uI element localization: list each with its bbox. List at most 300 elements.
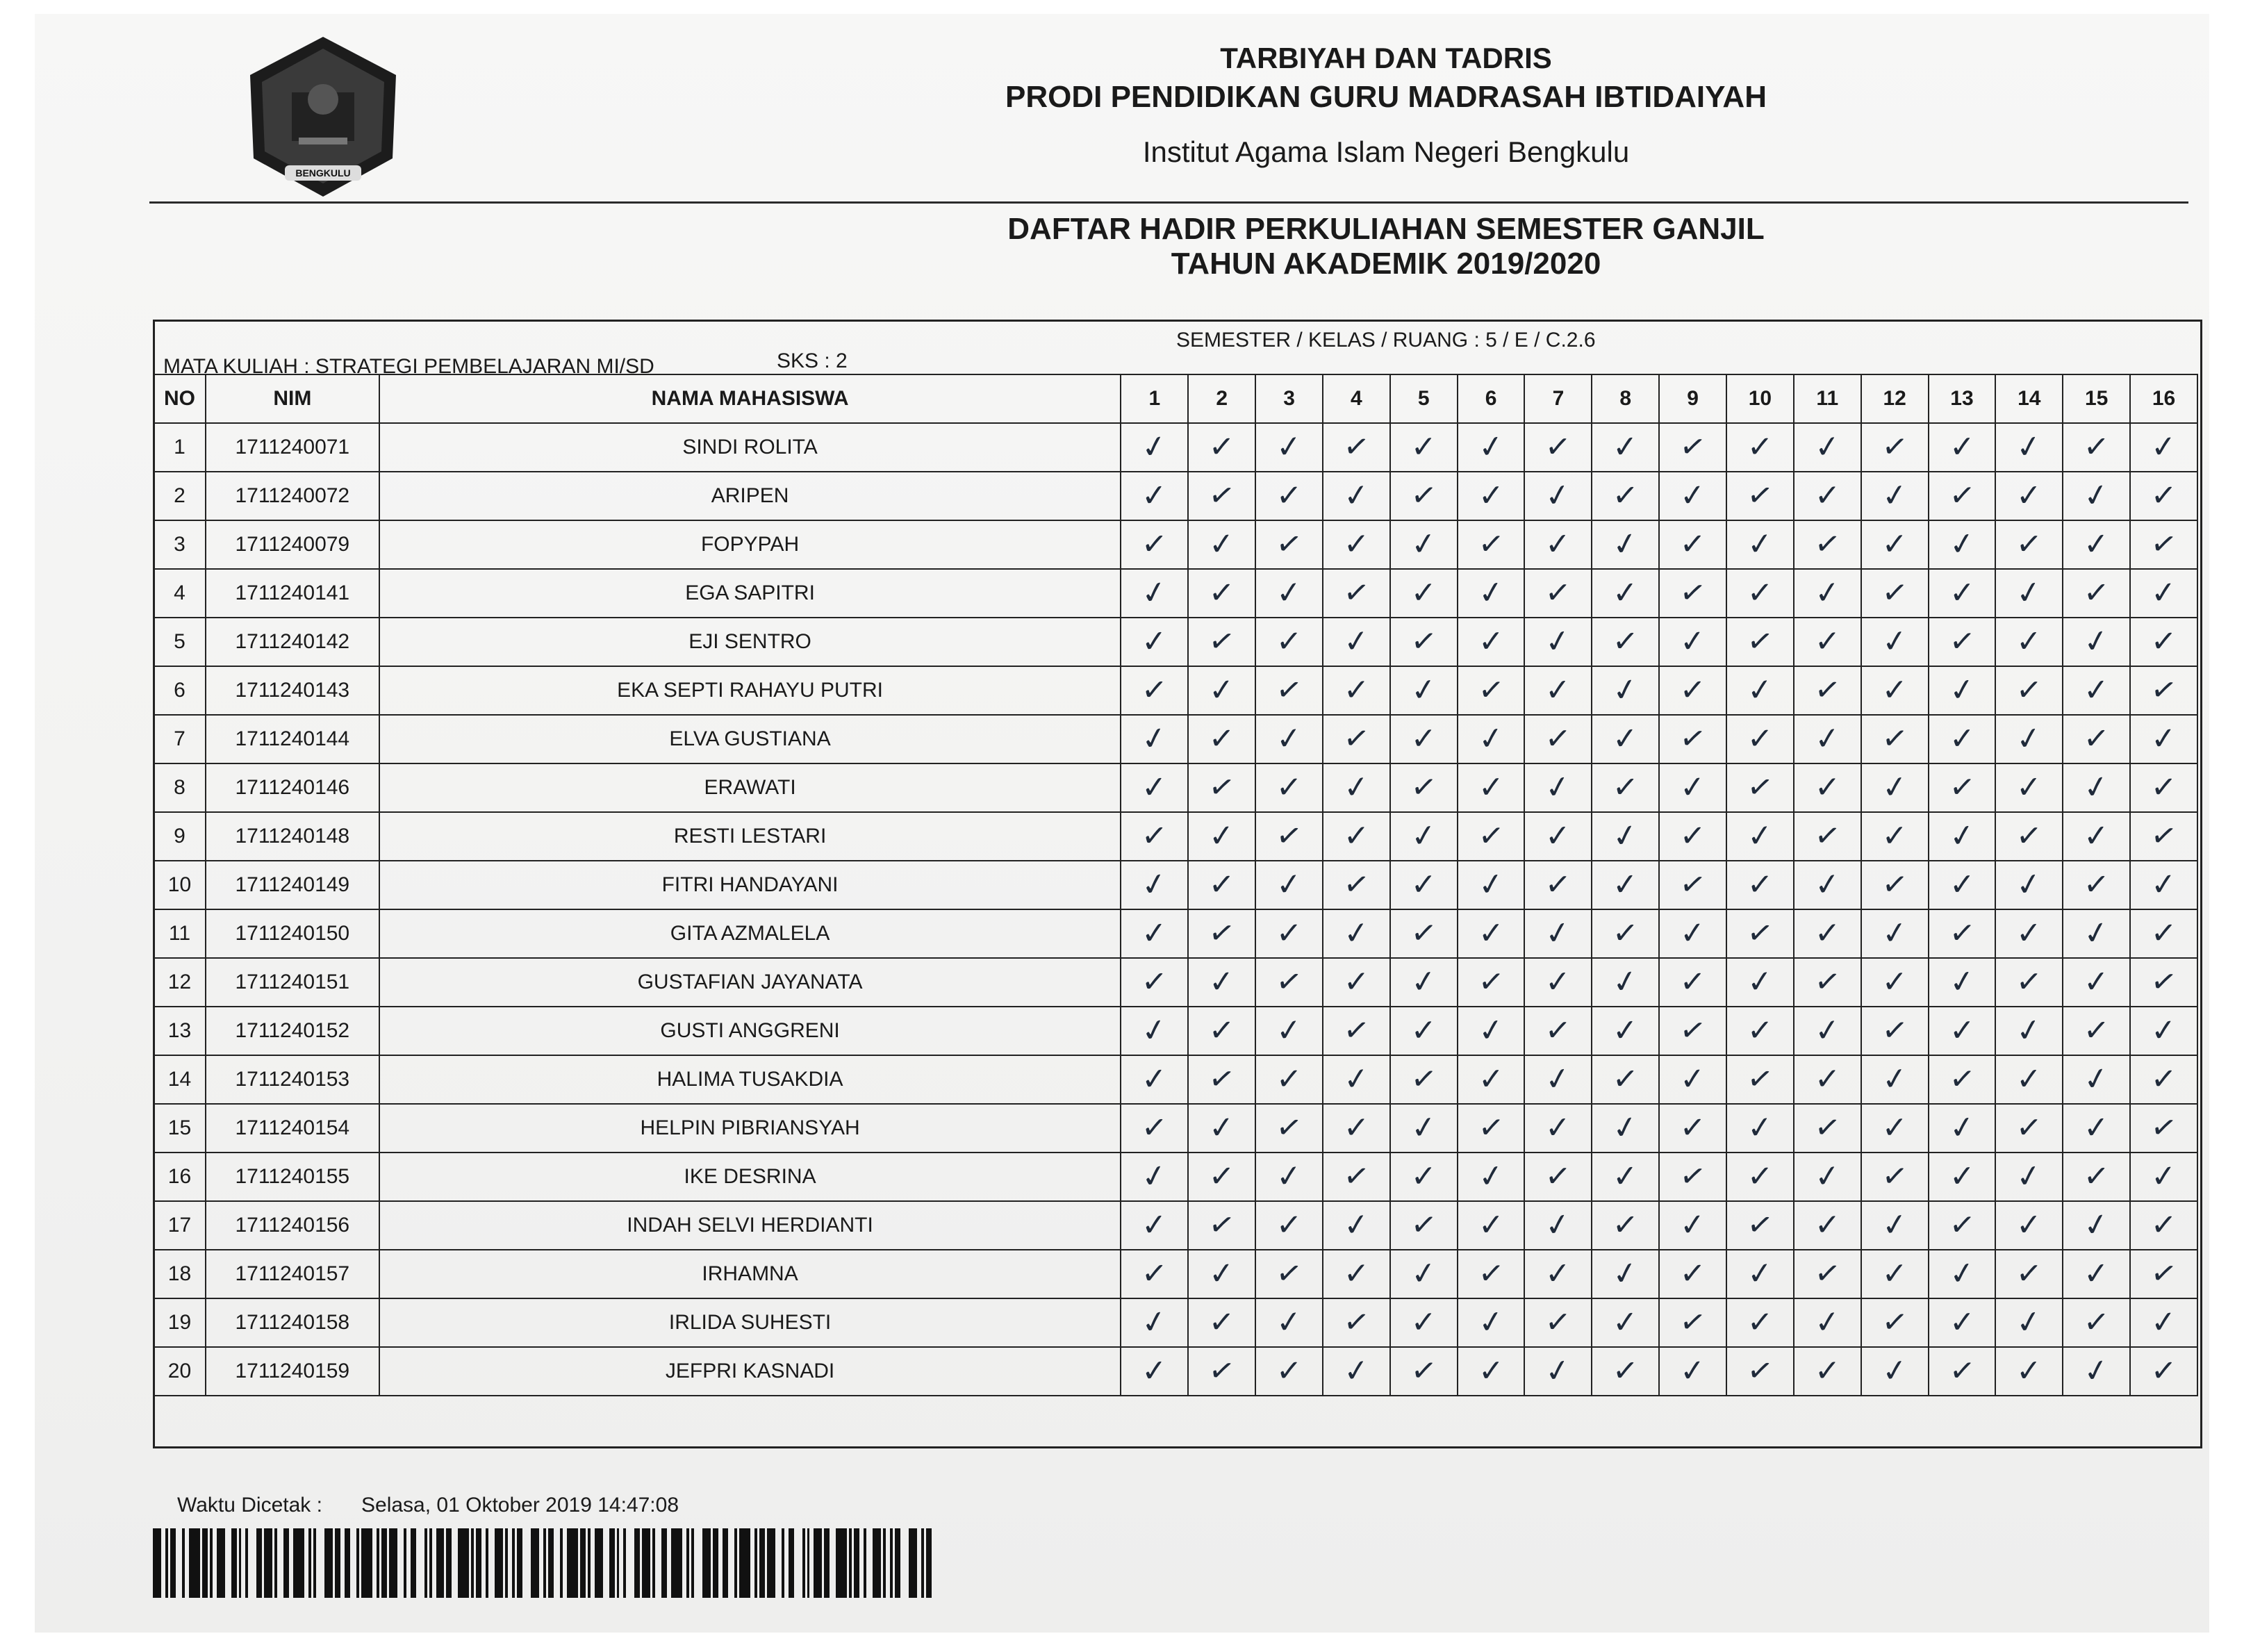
check-mark-icon: ✓ bbox=[2081, 768, 2112, 807]
check-mark-icon: ✓ bbox=[1745, 526, 1774, 563]
check-mark-icon: ✓ bbox=[1542, 768, 1574, 807]
attendance-cell bbox=[1390, 666, 1458, 715]
logo-caption: BENGKULU bbox=[295, 167, 351, 179]
attendance-cell bbox=[1524, 520, 1592, 569]
check-mark-icon: ✓ bbox=[1139, 428, 1171, 466]
check-mark-icon: ✓ bbox=[1341, 1157, 1372, 1196]
check-mark-icon: ✓ bbox=[1140, 672, 1169, 709]
check-mark-icon: ✓ bbox=[2148, 525, 2180, 563]
attendance-cell bbox=[2130, 1104, 2197, 1153]
attendance-cell bbox=[1390, 423, 1458, 472]
check-mark-icon: ✓ bbox=[2150, 1304, 2178, 1341]
check-mark-icon: ✓ bbox=[1139, 1303, 1171, 1341]
check-mark-icon: ✓ bbox=[1408, 817, 1439, 855]
attendance-cell bbox=[1794, 715, 1861, 763]
attendance-cell bbox=[1323, 1250, 1390, 1298]
column-header-meeting: 8 bbox=[1592, 374, 1659, 423]
check-mark-icon: ✓ bbox=[1273, 1109, 1305, 1147]
check-mark-icon: ✓ bbox=[1476, 1303, 1506, 1341]
attendance-cell bbox=[1929, 1153, 1996, 1201]
check-mark-icon: ✓ bbox=[1410, 1014, 1437, 1048]
check-mark-icon: ✓ bbox=[1947, 963, 1977, 1001]
attendance-cell bbox=[1524, 666, 1592, 715]
check-mark-icon: ✓ bbox=[1273, 671, 1305, 709]
check-mark-icon: ✓ bbox=[1140, 818, 1169, 854]
student-name: FOPYPAH bbox=[379, 520, 1121, 569]
check-mark-icon: ✓ bbox=[1611, 477, 1640, 514]
attendance-cell bbox=[1323, 520, 1390, 569]
attendance-cell bbox=[1121, 423, 1188, 472]
row-number: 11 bbox=[154, 909, 206, 958]
attendance-cell bbox=[1592, 1007, 1659, 1055]
check-mark-icon: ✓ bbox=[1208, 721, 1236, 757]
attendance-cell bbox=[1390, 763, 1458, 812]
check-mark-icon: ✓ bbox=[1677, 574, 1709, 612]
check-mark-icon: ✓ bbox=[1141, 1062, 1169, 1097]
attendance-cell bbox=[1794, 958, 1861, 1007]
check-mark-icon: ✓ bbox=[1139, 574, 1171, 612]
check-mark-icon: ✓ bbox=[1544, 866, 1573, 903]
check-mark-icon: ✓ bbox=[1677, 866, 1709, 904]
check-mark-icon: ✓ bbox=[2148, 671, 2180, 709]
attendance-cell bbox=[1861, 569, 1929, 618]
check-mark-icon: ✓ bbox=[2015, 916, 2043, 951]
attendance-cell bbox=[1524, 909, 1592, 958]
attendance-cell bbox=[1726, 1104, 1794, 1153]
attendance-cell bbox=[1458, 666, 1525, 715]
check-mark-icon: ✓ bbox=[1813, 866, 1842, 903]
attendance-cell bbox=[1726, 958, 1794, 1007]
attendance-cell bbox=[1323, 1347, 1390, 1396]
attendance-cell bbox=[1659, 1347, 1726, 1396]
student-name: JEFPRI KASNADI bbox=[379, 1347, 1121, 1396]
check-mark-icon: ✓ bbox=[1408, 914, 1439, 952]
attendance-cell bbox=[2130, 666, 2197, 715]
barcode-bar bbox=[512, 1528, 515, 1598]
attendance-cell bbox=[2063, 423, 2130, 472]
attendance-cell bbox=[1929, 618, 1996, 666]
check-mark-icon: ✓ bbox=[1408, 1206, 1439, 1244]
check-mark-icon: ✓ bbox=[1140, 526, 1169, 563]
check-mark-icon: ✓ bbox=[1949, 1013, 1975, 1048]
check-mark-icon: ✓ bbox=[1947, 1061, 1977, 1098]
attendance-cell bbox=[1323, 1298, 1390, 1347]
check-mark-icon: ✓ bbox=[2082, 672, 2111, 708]
check-mark-icon: ✓ bbox=[1542, 1206, 1574, 1244]
column-header-meeting: 13 bbox=[1929, 374, 1996, 423]
barcode-bar bbox=[274, 1528, 277, 1598]
check-mark-icon: ✓ bbox=[1678, 1061, 1707, 1098]
attendance-cell bbox=[1995, 812, 2063, 861]
check-mark-icon: ✓ bbox=[1141, 1353, 1169, 1389]
check-mark-icon: ✓ bbox=[1947, 1207, 1977, 1244]
attendance-cell bbox=[1188, 618, 1255, 666]
check-mark-icon: ✓ bbox=[1276, 1353, 1303, 1389]
check-mark-icon: ✓ bbox=[1476, 1011, 1506, 1050]
check-mark-icon: ✓ bbox=[2150, 429, 2178, 465]
check-mark-icon: ✓ bbox=[1408, 671, 1439, 709]
attendance-cell bbox=[1323, 1153, 1390, 1201]
attendance-grid bbox=[153, 320, 2202, 1448]
attendance-cell bbox=[1995, 715, 2063, 763]
column-header-meeting: 15 bbox=[2063, 374, 2130, 423]
check-mark-icon: ✓ bbox=[1678, 1207, 1707, 1244]
check-mark-icon: ✓ bbox=[1678, 1110, 1707, 1146]
check-mark-icon: ✓ bbox=[1408, 768, 1439, 807]
attendance-cell bbox=[2063, 1104, 2130, 1153]
attendance-cell bbox=[1255, 1153, 1323, 1201]
barcode-bar bbox=[921, 1528, 924, 1598]
student-name: HELPIN PIBRIANSYAH bbox=[379, 1104, 1121, 1153]
barcode-bar bbox=[283, 1528, 289, 1598]
attendance-cell bbox=[1592, 666, 1659, 715]
student-nim: 1711240150 bbox=[206, 909, 379, 958]
check-mark-icon: ✓ bbox=[1744, 622, 1776, 661]
attendance-cell bbox=[1458, 472, 1525, 520]
attendance-cell bbox=[1458, 1298, 1525, 1347]
check-mark-icon: ✓ bbox=[1744, 1206, 1776, 1244]
attendance-cell bbox=[1659, 423, 1726, 472]
attendance-cell bbox=[1458, 909, 1525, 958]
attendance-cell bbox=[1929, 1007, 1996, 1055]
check-mark-icon: ✓ bbox=[1544, 429, 1573, 465]
check-mark-icon: ✓ bbox=[1745, 672, 1774, 709]
check-mark-icon: ✓ bbox=[1949, 1159, 1975, 1194]
check-mark-icon: ✓ bbox=[2081, 1060, 2112, 1098]
attendance-cell bbox=[1121, 1055, 1188, 1104]
check-mark-icon: ✓ bbox=[1476, 1157, 1506, 1196]
attendance-cell bbox=[1794, 861, 1861, 909]
row-number: 19 bbox=[154, 1298, 206, 1347]
attendance-cell bbox=[1861, 1347, 1929, 1396]
student-nim: 1711240072 bbox=[206, 472, 379, 520]
attendance-cell bbox=[1121, 472, 1188, 520]
attendance-cell bbox=[1323, 569, 1390, 618]
attendance-cell bbox=[1255, 472, 1323, 520]
attendance-cell bbox=[1995, 1055, 2063, 1104]
barcode-bar bbox=[548, 1528, 554, 1598]
barcode-bar bbox=[153, 1528, 161, 1598]
check-mark-icon: ✓ bbox=[1408, 1352, 1439, 1390]
table-row bbox=[154, 1250, 2197, 1298]
check-mark-icon: ✓ bbox=[2148, 817, 2180, 855]
column-header-meeting: 4 bbox=[1323, 374, 1390, 423]
attendance-cell bbox=[1861, 958, 1929, 1007]
check-mark-icon: ✓ bbox=[1814, 916, 1841, 951]
attendance-cell bbox=[1255, 569, 1323, 618]
credit-units: SKS : 2 bbox=[777, 349, 848, 372]
attendance-cell bbox=[1524, 1007, 1592, 1055]
attendance-cell bbox=[1592, 1104, 1659, 1153]
column-header-meeting: 2 bbox=[1188, 374, 1255, 423]
check-mark-icon: ✓ bbox=[1611, 769, 1640, 806]
check-mark-icon: ✓ bbox=[1476, 818, 1506, 854]
check-mark-icon: ✓ bbox=[1678, 623, 1707, 660]
attendance-cell bbox=[1929, 423, 1996, 472]
attendance-cell bbox=[1659, 520, 1726, 569]
table-row bbox=[154, 569, 2197, 618]
check-mark-icon: ✓ bbox=[2013, 1303, 2045, 1341]
attendance-cell bbox=[1726, 569, 1794, 618]
attendance-cell bbox=[1323, 861, 1390, 909]
table-row bbox=[154, 958, 2197, 1007]
check-mark-icon: ✓ bbox=[1342, 623, 1371, 660]
barcode-bar bbox=[189, 1528, 200, 1598]
check-mark-icon: ✓ bbox=[1947, 915, 1977, 952]
row-number: 5 bbox=[154, 618, 206, 666]
check-mark-icon: ✓ bbox=[1744, 768, 1776, 807]
attendance-cell bbox=[1726, 423, 1794, 472]
attendance-cell bbox=[1524, 1250, 1592, 1298]
check-mark-icon: ✓ bbox=[1276, 770, 1303, 805]
attendance-cell bbox=[1121, 1201, 1188, 1250]
check-mark-icon: ✓ bbox=[1274, 1158, 1303, 1195]
attendance-cell bbox=[2130, 1298, 2197, 1347]
barcode-bar bbox=[895, 1528, 900, 1598]
check-mark-icon: ✓ bbox=[1342, 1207, 1371, 1244]
barcode-bar bbox=[476, 1528, 481, 1598]
attendance-cell bbox=[1390, 1250, 1458, 1298]
student-nim: 1711240142 bbox=[206, 618, 379, 666]
student-nim: 1711240152 bbox=[206, 1007, 379, 1055]
attendance-cell bbox=[1458, 1201, 1525, 1250]
attendance-cell bbox=[1390, 715, 1458, 763]
attendance-cell bbox=[2063, 569, 2130, 618]
attendance-cell bbox=[1188, 958, 1255, 1007]
column-header-nim: NIM bbox=[206, 374, 379, 423]
attendance-cell bbox=[1929, 1250, 1996, 1298]
attendance-cell bbox=[1861, 1201, 1929, 1250]
attendance-cell bbox=[1592, 812, 1659, 861]
check-mark-icon: ✓ bbox=[1812, 1255, 1843, 1293]
attendance-cell bbox=[1323, 618, 1390, 666]
table-row bbox=[154, 1055, 2197, 1104]
attendance-cell bbox=[2063, 861, 2130, 909]
check-mark-icon: ✓ bbox=[1879, 1060, 1910, 1098]
check-mark-icon: ✓ bbox=[1879, 1303, 1910, 1341]
check-mark-icon: ✓ bbox=[1747, 575, 1774, 611]
check-mark-icon: ✓ bbox=[1274, 1012, 1303, 1049]
check-mark-icon: ✓ bbox=[2013, 428, 2045, 466]
attendance-cell bbox=[1524, 1298, 1592, 1347]
attendance-cell bbox=[1659, 1007, 1726, 1055]
barcode-bar bbox=[381, 1528, 387, 1598]
attendance-cell bbox=[1188, 812, 1255, 861]
attendance-cell bbox=[1121, 618, 1188, 666]
barcode-bar bbox=[505, 1528, 508, 1598]
attendance-cell bbox=[1524, 1201, 1592, 1250]
check-mark-icon: ✓ bbox=[1879, 720, 1910, 758]
check-mark-icon: ✓ bbox=[1544, 1012, 1573, 1049]
attendance-cell bbox=[1726, 618, 1794, 666]
check-mark-icon: ✓ bbox=[1342, 1061, 1371, 1098]
check-mark-icon: ✓ bbox=[2150, 720, 2178, 757]
row-number: 18 bbox=[154, 1250, 206, 1298]
column-header-meeting: 14 bbox=[1995, 374, 2063, 423]
attendance-cell bbox=[2063, 1347, 2130, 1396]
barcode-bar bbox=[567, 1528, 578, 1598]
attendance-cell bbox=[1929, 1201, 1996, 1250]
attendance-cell bbox=[2063, 1250, 2130, 1298]
attendance-cell bbox=[1861, 715, 1929, 763]
printed-time-label: Waktu Dicetak : bbox=[177, 1494, 322, 1517]
academic-year: TAHUN AKADEMIK 2019/2020 bbox=[1171, 247, 1601, 281]
check-mark-icon: ✓ bbox=[1206, 622, 1238, 661]
barcode-bar bbox=[264, 1528, 272, 1598]
barcode-bar bbox=[458, 1528, 469, 1598]
barcode-bar bbox=[588, 1528, 591, 1598]
check-mark-icon: ✓ bbox=[1343, 1256, 1370, 1291]
attendance-cell bbox=[1592, 423, 1659, 472]
check-mark-icon: ✓ bbox=[1208, 575, 1236, 611]
student-name: RESTI LESTARI bbox=[379, 812, 1121, 861]
check-mark-icon: ✓ bbox=[1612, 1159, 1640, 1194]
attendance-cell bbox=[1390, 1347, 1458, 1396]
attendance-cell bbox=[1255, 763, 1323, 812]
check-mark-icon: ✓ bbox=[2015, 964, 2044, 1000]
check-mark-icon: ✓ bbox=[1478, 478, 1504, 513]
row-number: 13 bbox=[154, 1007, 206, 1055]
check-mark-icon: ✓ bbox=[2150, 1207, 2178, 1243]
attendance-cell bbox=[1323, 715, 1390, 763]
attendance-sheet bbox=[35, 14, 2209, 1633]
student-name: GITA AZMALELA bbox=[379, 909, 1121, 958]
check-mark-icon: ✓ bbox=[1408, 1060, 1439, 1098]
attendance-cell bbox=[1659, 472, 1726, 520]
barcode-bar bbox=[580, 1528, 586, 1598]
attendance-cell bbox=[1458, 812, 1525, 861]
check-mark-icon: ✓ bbox=[2082, 575, 2111, 611]
check-mark-icon: ✓ bbox=[1879, 1157, 1910, 1196]
table-row bbox=[154, 666, 2197, 715]
check-mark-icon: ✓ bbox=[1274, 429, 1303, 465]
check-mark-icon: ✓ bbox=[2148, 963, 2180, 1001]
attendance-cell bbox=[1458, 1153, 1525, 1201]
attendance-cell bbox=[1592, 1347, 1659, 1396]
check-mark-icon: ✓ bbox=[2013, 1011, 2045, 1050]
check-mark-icon: ✓ bbox=[2150, 1353, 2178, 1389]
student-nim: 1711240155 bbox=[206, 1153, 379, 1201]
check-mark-icon: ✓ bbox=[1879, 768, 1910, 807]
check-mark-icon: ✓ bbox=[1273, 817, 1305, 855]
check-mark-icon: ✓ bbox=[1341, 1303, 1372, 1341]
check-mark-icon: ✓ bbox=[1879, 1352, 1910, 1390]
barcode-bar bbox=[734, 1528, 737, 1598]
attendance-cell bbox=[1188, 1298, 1255, 1347]
attendance-cell bbox=[2063, 520, 2130, 569]
check-mark-icon: ✓ bbox=[1542, 477, 1574, 515]
student-nim: 1711240159 bbox=[206, 1347, 379, 1396]
barcode-bar bbox=[217, 1528, 225, 1598]
attendance-cell bbox=[1659, 958, 1726, 1007]
column-header-meeting: 11 bbox=[1794, 374, 1861, 423]
check-mark-icon: ✓ bbox=[1677, 1303, 1709, 1341]
check-mark-icon: ✓ bbox=[1610, 1255, 1642, 1293]
barcode-bar bbox=[814, 1528, 822, 1598]
table-row bbox=[154, 520, 2197, 569]
attendance-cell bbox=[1524, 812, 1592, 861]
table-header bbox=[154, 374, 2197, 423]
check-mark-icon: ✓ bbox=[1208, 1305, 1236, 1340]
attendance-cell bbox=[2063, 1298, 2130, 1347]
attendance-cell bbox=[1390, 1153, 1458, 1201]
check-mark-icon: ✓ bbox=[1879, 1206, 1910, 1244]
check-mark-icon: ✓ bbox=[1678, 477, 1707, 514]
check-mark-icon: ✓ bbox=[1612, 867, 1640, 902]
check-mark-icon: ✓ bbox=[1476, 526, 1506, 563]
attendance-cell bbox=[1323, 958, 1390, 1007]
check-mark-icon: ✓ bbox=[1947, 817, 1977, 855]
check-mark-icon: ✓ bbox=[1544, 672, 1572, 708]
student-name: EGA SAPITRI bbox=[379, 569, 1121, 618]
attendance-cell bbox=[1929, 1298, 1996, 1347]
check-mark-icon: ✓ bbox=[2015, 770, 2043, 805]
attendance-cell bbox=[1659, 569, 1726, 618]
attendance-cell bbox=[1659, 715, 1726, 763]
barcode-bar bbox=[543, 1528, 546, 1598]
barcode-bar bbox=[313, 1528, 316, 1598]
check-mark-icon: ✓ bbox=[1814, 1207, 1841, 1243]
check-mark-icon: ✓ bbox=[1612, 721, 1640, 757]
attendance-cell bbox=[1390, 1055, 1458, 1104]
barcode-bar bbox=[652, 1528, 655, 1598]
check-mark-icon: ✓ bbox=[1744, 477, 1776, 515]
attendance-cell bbox=[2063, 763, 2130, 812]
barcode-bar bbox=[864, 1528, 866, 1598]
attendance-cell bbox=[1726, 1250, 1794, 1298]
check-mark-icon: ✓ bbox=[1677, 720, 1709, 758]
check-mark-icon: ✓ bbox=[1744, 1060, 1776, 1098]
attendance-cell bbox=[1861, 1055, 1929, 1104]
barcode-bar bbox=[239, 1528, 242, 1598]
check-mark-icon: ✓ bbox=[1476, 672, 1506, 709]
barcode-bar bbox=[165, 1528, 168, 1598]
column-header-meeting: 6 bbox=[1458, 374, 1525, 423]
attendance-cell bbox=[1659, 1250, 1726, 1298]
attendance-cell bbox=[1255, 909, 1323, 958]
check-mark-icon: ✓ bbox=[1476, 866, 1506, 904]
attendance-cell bbox=[1861, 763, 1929, 812]
check-mark-icon: ✓ bbox=[2015, 1207, 2043, 1243]
attendance-cell bbox=[1188, 1153, 1255, 1201]
check-mark-icon: ✓ bbox=[1341, 866, 1372, 904]
student-name: IRLIDA SUHESTI bbox=[379, 1298, 1121, 1347]
check-mark-icon: ✓ bbox=[1610, 671, 1642, 709]
attendance-cell bbox=[2063, 1153, 2130, 1201]
check-mark-icon: ✓ bbox=[2013, 866, 2045, 904]
row-number: 16 bbox=[154, 1153, 206, 1201]
attendance-cell bbox=[1794, 423, 1861, 472]
check-mark-icon: ✓ bbox=[1812, 817, 1843, 855]
attendance-cell bbox=[1995, 1250, 2063, 1298]
attendance-cell bbox=[2063, 812, 2130, 861]
attendance-cell bbox=[1390, 909, 1458, 958]
check-mark-icon: ✓ bbox=[1139, 720, 1171, 758]
institute-name: Institut Agama Islam Negeri Bengkulu bbox=[1142, 135, 1630, 168]
barcode-bar bbox=[389, 1528, 397, 1598]
check-mark-icon: ✓ bbox=[1141, 478, 1169, 513]
student-nim: 1711240141 bbox=[206, 569, 379, 618]
attendance-cell bbox=[2130, 1201, 2197, 1250]
check-mark-icon: ✓ bbox=[1542, 914, 1574, 952]
barcode-bar bbox=[802, 1528, 805, 1598]
check-mark-icon: ✓ bbox=[1274, 866, 1303, 903]
barcode-bar bbox=[495, 1528, 503, 1598]
barcode-bar bbox=[739, 1528, 750, 1598]
attendance-cell bbox=[1390, 618, 1458, 666]
attendance-cell bbox=[1861, 861, 1929, 909]
barcode-bar bbox=[909, 1528, 917, 1598]
